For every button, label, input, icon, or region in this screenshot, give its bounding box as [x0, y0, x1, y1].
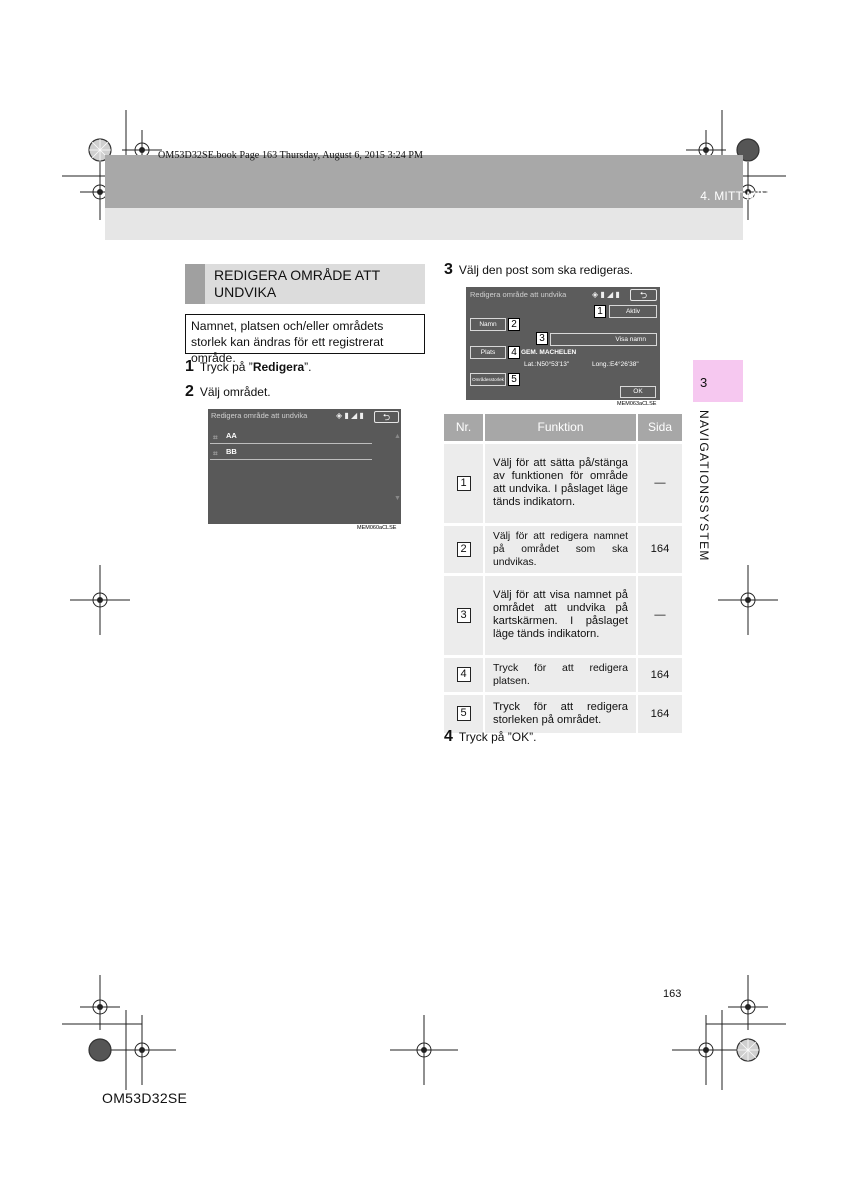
area-icon: ⌗ [213, 433, 218, 442]
visa-namn-button[interactable]: Visa namn [550, 333, 657, 346]
col-header-nr: Nr. [444, 414, 484, 442]
header-band [105, 155, 743, 208]
row-page: — [637, 442, 682, 524]
ok-button[interactable]: OK [620, 386, 656, 398]
callout-5: 5 [508, 373, 520, 386]
row-function: Välj för att sätta på/stänga av funktionen för område att undvika. I påslaget läge tänds indikatorn. [484, 442, 637, 524]
row-page: 164 [637, 656, 682, 693]
list-item-label: AA [226, 431, 237, 440]
row-function: Välj för att visa namnet på området att undvika på kartskärmen. I påslaget läge tänds indikatorn. [484, 574, 637, 656]
list-item[interactable] [210, 445, 372, 460]
step-2 [185, 383, 271, 401]
page-number: 163 [663, 988, 682, 1000]
area-icon: ⌗ [213, 449, 218, 458]
step-4 [444, 728, 536, 746]
book-info: OM53D32SE.book Page 163 Thursday, August 6, 2015 3:24 PM [158, 150, 424, 161]
step-2-text: Välj området. [199, 385, 271, 399]
step-4-text: Tryck på ”OK”. [458, 730, 537, 744]
screenshot-edit-area [466, 287, 660, 400]
step-1 [185, 358, 312, 376]
latitude: Lat.:N50°53'13" [524, 361, 570, 368]
step-1-post: ”. [304, 360, 312, 374]
model-code: OM53D32SE [102, 1090, 188, 1106]
step-3-number: 3 [444, 261, 453, 278]
row-page: 164 [637, 524, 682, 574]
section-heading-line1: REDIGERA OMRÅDE ATT [214, 267, 381, 283]
chapter-title: 4. MITT MINNE [700, 189, 786, 203]
chapter-side-label: NAVIGATIONSSYSTEM [697, 410, 711, 562]
step-2-number: 2 [185, 383, 194, 400]
row-number: 1 [457, 476, 471, 491]
row-function: Välj för att redigera namnet på området som ska undvikas. [484, 524, 637, 574]
section-heading-line2: UNDVIKA [214, 284, 277, 300]
step-1-pre: Tryck på ” [199, 360, 253, 374]
step-1-bold: Redigera [252, 360, 305, 374]
screen2-title: Redigera område att undvika [470, 290, 567, 299]
row-function: Tryck för att redigera storleken på området. [484, 693, 637, 733]
row-function: Tryck för att redigera platsen. [484, 656, 637, 693]
longitude: Long.:E4°26'38" [592, 361, 639, 368]
step-3-text: Välj den post som ska redigeras. [458, 263, 633, 277]
table-row [444, 693, 682, 733]
row-number: 5 [457, 706, 471, 721]
note-box: Namnet, platsen och/eller områdets storlek kan ändras för ett registrerat område. [185, 314, 425, 354]
row-page: 164 [637, 693, 682, 733]
callout-4: 4 [508, 346, 520, 359]
list-item[interactable] [210, 429, 372, 444]
callout-3: 3 [536, 332, 548, 345]
section-heading-text [214, 267, 380, 301]
omradesstorlek-button[interactable]: Områdesstorlek [470, 373, 506, 386]
aktiv-button[interactable]: Aktiv [609, 305, 657, 318]
row-number: 4 [457, 667, 471, 682]
row-page: — [637, 574, 682, 656]
table-row [444, 574, 682, 656]
back-button[interactable]: ⮌ [630, 289, 657, 301]
callout-1: 1 [594, 305, 606, 318]
table-row [444, 524, 682, 574]
scroll-up-icon[interactable]: ▲ [394, 433, 401, 440]
back-button[interactable]: ⮌ [374, 411, 399, 423]
table-row [444, 442, 682, 524]
scroll-down-icon[interactable]: ▼ [394, 495, 401, 502]
section-heading [185, 264, 425, 304]
chapter-tab-number: 3 [700, 375, 708, 390]
place-name: GEM. MACHELEN [521, 349, 577, 356]
status-icons: ◈ ▮ ◢ ▮ [336, 411, 364, 420]
plats-button[interactable]: Plats [470, 346, 506, 359]
table-row [444, 656, 682, 693]
step-4-number: 4 [444, 728, 453, 745]
namn-button[interactable]: Namn [470, 318, 506, 331]
col-header-funktion: Funktion [484, 414, 637, 442]
function-table [444, 414, 682, 733]
screen1-title: Redigera område att undvika [211, 411, 308, 420]
step-3 [444, 261, 633, 279]
screen1-code: MEM060aCLSE [354, 524, 399, 532]
row-number: 2 [457, 542, 471, 557]
screenshot-area-list [208, 409, 401, 524]
callout-2: 2 [508, 318, 520, 331]
screen2-code: MEM063aCLSE [614, 400, 659, 408]
header-subband [105, 208, 743, 240]
list-item-label: BB [226, 447, 237, 456]
step-1-number: 1 [185, 358, 194, 375]
table-header-row [444, 414, 682, 442]
status-icons: ◈ ▮ ◢ ▮ [592, 290, 620, 299]
section-heading-bar [185, 264, 205, 304]
col-header-sida: Sida [637, 414, 682, 442]
row-number: 3 [457, 608, 471, 623]
